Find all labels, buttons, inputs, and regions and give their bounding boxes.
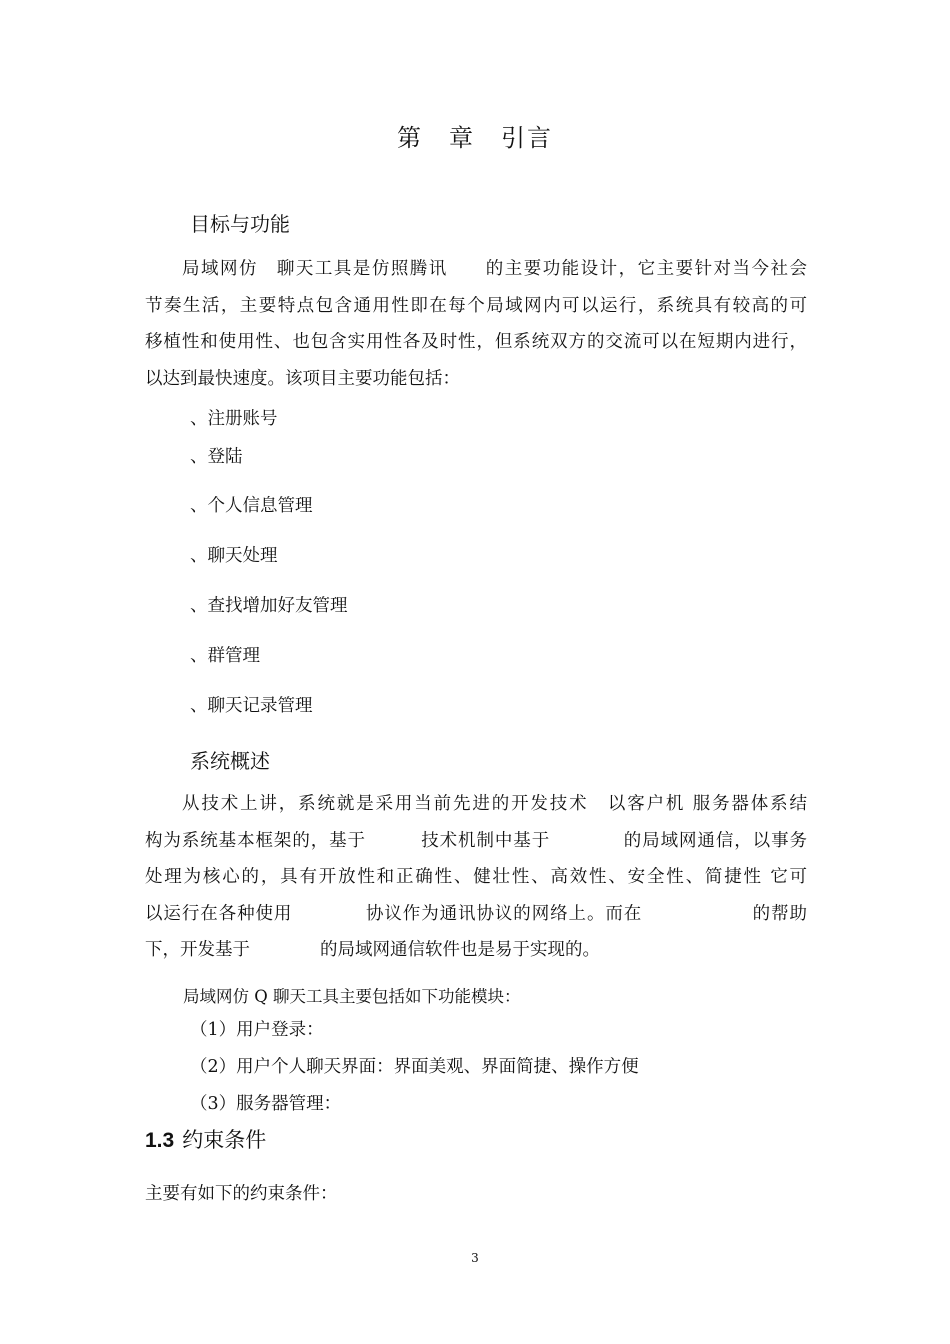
- feature-item: 、注册账号: [190, 409, 278, 429]
- section-title: 约束条件: [182, 1128, 267, 1152]
- paragraph-line: 移植性和使用性、也包含实用性各及时性，但系统双方的交流可以在短期内进行，: [145, 332, 807, 352]
- module-item: （1）用户登录：: [190, 1020, 324, 1040]
- section-heading-goals: 目标与功能: [190, 212, 290, 236]
- paragraph-line: 以达到最快速度。该项目主要功能包括：: [145, 368, 460, 389]
- feature-item: 、聊天处理: [190, 546, 278, 566]
- paragraph-line: 处理为核心的，具有开放性和正确性、健壮性、高效性、安全性、简捷性 它可: [145, 867, 807, 887]
- feature-item: 、登陆: [190, 447, 243, 467]
- paragraph-line: 下，开发基于 的局域网通信软件也是易于实现的。: [145, 940, 600, 960]
- paragraph-line: 局域网仿 聊天工具是仿照腾讯 的主要功能设计，它主要针对当今社会: [182, 259, 807, 279]
- paragraph-line: 构为系统基本框架的，基于 技术机制中基于 的局域网通信，以事务: [145, 830, 807, 851]
- module-item: （3）服务器管理：: [190, 1094, 342, 1114]
- overview-paragraph: [145, 786, 807, 969]
- paragraph-line: 以运行在各种使用 协议作为通讯协议的网络上。而在 的帮助: [145, 903, 807, 924]
- page-number: 3: [471, 1251, 479, 1265]
- paragraph-line: 从技术上讲，系统就是采用当前先进的开发技术 以客户机 服务器体系结: [182, 794, 807, 814]
- goals-paragraph: [145, 251, 807, 397]
- paragraph-line: 节奏生活，主要特点包含通用性即在每个局域网内可以运行，系统具有较高的可: [145, 295, 807, 316]
- section-number: 1.3: [145, 1129, 175, 1152]
- feature-item: 、个人信息管理: [190, 496, 313, 516]
- section-heading-constraints: [145, 1124, 266, 1154]
- chapter-title: 第 章 引言: [397, 124, 553, 152]
- modules-intro: 局域网仿 Q 聊天工具主要包括如下功能模块：: [183, 987, 521, 1006]
- feature-item: 、群管理: [190, 646, 260, 666]
- module-item: （2）用户个人聊天界面：界面美观、界面简捷、操作方便: [190, 1057, 639, 1077]
- constraints-text: 主要有如下的约束条件：: [145, 1184, 338, 1204]
- section-heading-overview: 系统概述: [190, 749, 270, 773]
- feature-item: 、查找增加好友管理: [190, 596, 348, 616]
- feature-item: 、聊天记录管理: [190, 696, 313, 716]
